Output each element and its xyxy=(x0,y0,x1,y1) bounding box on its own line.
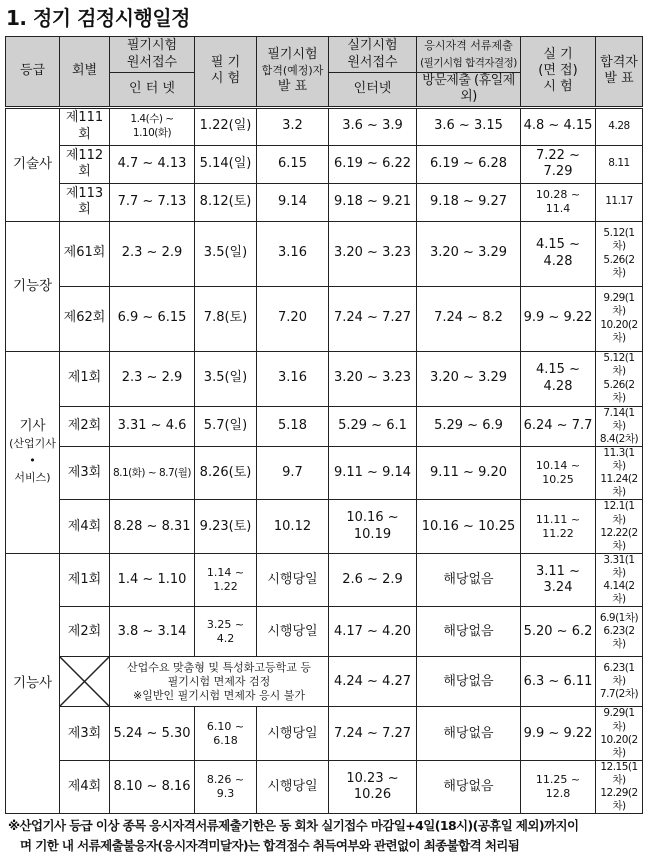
table-row xyxy=(6,446,643,500)
round-cell: 제1회 xyxy=(60,553,110,607)
docs-cell: 해당없음 xyxy=(417,760,521,814)
header-docs: 응시자격 서류제출 (필기시험 합격자결정) xyxy=(417,37,521,73)
table-row xyxy=(6,406,643,446)
exam-schedule-table xyxy=(5,36,643,814)
practical-exam-cell: 9.9 ~ 9.22 xyxy=(521,286,596,351)
table-row xyxy=(6,707,643,761)
final-result-cell: 12.15(1차) 12.29(2차) xyxy=(596,760,643,814)
page-title: 1. 정기 검정시행일정 xyxy=(6,6,190,30)
practical-exam-cell: 6.3 ~ 6.11 xyxy=(521,657,596,707)
written-app-cell: 3.31 ~ 4.6 xyxy=(110,406,195,446)
practical-app-cell: 3.6 ~ 3.9 xyxy=(329,107,417,145)
written-app-cell: 1.4(수) ~ 1.10(화) xyxy=(110,107,195,145)
written-result-cell: 10.12 xyxy=(257,500,329,554)
header-practical-app: 실기시험 원서접수 xyxy=(329,37,417,73)
footnote-line-2: 며 기한 내 서류제출불응자(응시자격미달자)는 합격점수 취득여부와 관련없이 최종불합격 처리됨 xyxy=(20,838,520,853)
written-result-cell: 시행당일 xyxy=(257,760,329,814)
header-written-app-sub: 인 터 넷 xyxy=(110,73,195,108)
written-result-cell: 시행당일 xyxy=(257,607,329,657)
final-result-cell: 4.28 xyxy=(596,107,643,145)
written-exam-cell: 3.25 ~ 4.2 xyxy=(195,607,257,657)
table-body xyxy=(6,107,643,814)
practical-app-cell: 4.17 ~ 4.20 xyxy=(329,607,417,657)
practical-exam-cell: 4.8 ~ 4.15 xyxy=(521,107,596,145)
round-cell: 제111회 xyxy=(60,107,110,145)
round-cell: 제4회 xyxy=(60,760,110,814)
written-exam-cell: 1.22(일) xyxy=(195,107,257,145)
table-row xyxy=(6,107,643,145)
practical-exam-cell: 6.24 ~ 7.7 xyxy=(521,406,596,446)
table-row xyxy=(6,500,643,554)
written-result-cell: 9.14 xyxy=(257,183,329,221)
written-result-cell: 시행당일 xyxy=(257,553,329,607)
table-row xyxy=(6,553,643,607)
docs-cell: 9.18 ~ 9.27 xyxy=(417,183,521,221)
written-exam-cell: 5.14(일) xyxy=(195,145,257,183)
practical-app-cell: 3.20 ~ 3.23 xyxy=(329,351,417,406)
written-exam-cell: 8.26 ~ 9.3 xyxy=(195,760,257,814)
grade-cell: 기능사 xyxy=(6,553,60,814)
practical-app-cell: 3.20 ~ 3.23 xyxy=(329,221,417,286)
round-cell: 제4회 xyxy=(60,500,110,554)
practical-exam-cell: 4.15 ~ 4.28 xyxy=(521,221,596,286)
practical-app-cell: 9.18 ~ 9.21 xyxy=(329,183,417,221)
docs-cell: 5.29 ~ 6.9 xyxy=(417,406,521,446)
practical-exam-cell: 5.20 ~ 6.2 xyxy=(521,607,596,657)
written-result-cell: 6.15 xyxy=(257,145,329,183)
practical-app-cell: 7.24 ~ 7.27 xyxy=(329,707,417,761)
practical-app-cell: 4.24 ~ 4.27 xyxy=(329,657,417,707)
practical-app-cell: 2.6 ~ 2.9 xyxy=(329,553,417,607)
written-app-cell: 7.7 ~ 7.13 xyxy=(110,183,195,221)
docs-cell: 7.24 ~ 8.2 xyxy=(417,286,521,351)
practical-app-cell: 9.11 ~ 9.14 xyxy=(329,446,417,500)
final-result-cell: 12.1(1차) 12.22(2차) xyxy=(596,500,643,554)
final-result-cell: 9.29(1차) 10.20(2차) xyxy=(596,286,643,351)
practical-app-cell: 10.16 ~ 10.19 xyxy=(329,500,417,554)
practical-app-cell: 7.24 ~ 7.27 xyxy=(329,286,417,351)
final-result-cell: 11.3(1차) 11.24(2차) xyxy=(596,446,643,500)
written-exam-cell: 8.26(토) xyxy=(195,446,257,500)
final-result-cell: 8.11 xyxy=(596,145,643,183)
round-cell: 제62회 xyxy=(60,286,110,351)
written-app-cell: 4.7 ~ 4.13 xyxy=(110,145,195,183)
written-app-cell: 8.28 ~ 8.31 xyxy=(110,500,195,554)
written-app-cell: 2.3 ~ 2.9 xyxy=(110,221,195,286)
footnote xyxy=(8,816,644,856)
docs-cell: 10.16 ~ 10.25 xyxy=(417,500,521,554)
written-result-cell: 시행당일 xyxy=(257,707,329,761)
round-cell: 제3회 xyxy=(60,446,110,500)
written-result-cell: 3.2 xyxy=(257,107,329,145)
round-cell: 제2회 xyxy=(60,406,110,446)
table-row xyxy=(6,221,643,286)
practical-exam-cell: 9.9 ~ 9.22 xyxy=(521,707,596,761)
final-result-cell: 5.12(1차) 5.26(2차) xyxy=(596,221,643,286)
round-cell: 제61회 xyxy=(60,221,110,286)
header-written-exam: 필 기 시 험 xyxy=(195,37,257,108)
round-cell: 제112회 xyxy=(60,145,110,183)
round-cell: 제1회 xyxy=(60,351,110,406)
header-practical-app-sub: 인터넷 xyxy=(329,73,417,108)
table-row xyxy=(6,760,643,814)
docs-cell: 3.6 ~ 3.15 xyxy=(417,107,521,145)
written-app-cell: 5.24 ~ 5.30 xyxy=(110,707,195,761)
written-exam-cell: 3.5(일) xyxy=(195,351,257,406)
written-exam-cell: 1.14 ~ 1.22 xyxy=(195,553,257,607)
grade-cell: 기능장 xyxy=(6,221,60,351)
grade-cell: 기술사 xyxy=(6,107,60,221)
practical-exam-cell: 11.11 ~ 11.22 xyxy=(521,500,596,554)
table-header xyxy=(6,37,643,108)
written-exam-cell: 8.12(토) xyxy=(195,183,257,221)
written-app-cell: 1.4 ~ 1.10 xyxy=(110,553,195,607)
special-exemption-note: 산업수요 맞춤형 및 특성화고등학교 등 필기시험 면제자 검정 ※일반인 필기시험 면제자 응시 불가 xyxy=(110,657,329,707)
header-round: 회별 xyxy=(60,37,110,108)
written-result-cell: 7.20 xyxy=(257,286,329,351)
practical-exam-cell: 7.22 ~ 7.29 xyxy=(521,145,596,183)
written-exam-cell: 7.8(토) xyxy=(195,286,257,351)
docs-cell: 해당없음 xyxy=(417,707,521,761)
written-exam-cell: 5.7(일) xyxy=(195,406,257,446)
written-exam-cell: 6.10 ~ 6.18 xyxy=(195,707,257,761)
practical-app-cell: 6.19 ~ 6.22 xyxy=(329,145,417,183)
docs-cell: 9.11 ~ 9.20 xyxy=(417,446,521,500)
practical-exam-cell: 11.25 ~ 12.8 xyxy=(521,760,596,814)
practical-exam-cell: 10.28 ~ 11.4 xyxy=(521,183,596,221)
final-result-cell: 3.31(1차) 4.14(2차) xyxy=(596,553,643,607)
table-row xyxy=(6,145,643,183)
final-result-cell: 6.23(1차) 7.7(2차) xyxy=(596,657,643,707)
written-app-cell: 6.9 ~ 6.15 xyxy=(110,286,195,351)
header-practical-exam: 실 기 (면 접) 시 험 xyxy=(521,37,596,108)
docs-cell: 3.20 ~ 3.29 xyxy=(417,351,521,406)
written-app-cell: 2.3 ~ 2.9 xyxy=(110,351,195,406)
practical-app-cell: 10.23 ~ 10.26 xyxy=(329,760,417,814)
written-app-cell: 8.1(화) ~ 8.7(월) xyxy=(110,446,195,500)
docs-cell: 3.20 ~ 3.29 xyxy=(417,221,521,286)
round-cell: 제2회 xyxy=(60,607,110,657)
final-result-cell: 6.9(1차) 6.23(2차) xyxy=(596,607,643,657)
final-result-cell: 5.12(1차) 5.26(2차) xyxy=(596,351,643,406)
docs-cell: 해당없음 xyxy=(417,657,521,707)
written-result-cell: 3.16 xyxy=(257,221,329,286)
written-result-cell: 5.18 xyxy=(257,406,329,446)
final-result-cell: 11.17 xyxy=(596,183,643,221)
written-app-cell: 8.10 ~ 8.16 xyxy=(110,760,195,814)
header-final-result: 합격자 발 표 xyxy=(596,37,643,108)
header-grade: 등급 xyxy=(6,37,60,108)
written-exam-cell: 3.5(일) xyxy=(195,221,257,286)
docs-cell: 해당없음 xyxy=(417,553,521,607)
final-result-cell: 7.14(1차) 8.4(2차) xyxy=(596,406,643,446)
written-result-cell: 9.7 xyxy=(257,446,329,500)
header-docs-sub: 방문제출 (휴일제외) xyxy=(417,73,521,108)
practical-exam-cell: 10.14 ~ 10.25 xyxy=(521,446,596,500)
written-result-cell: 3.16 xyxy=(257,351,329,406)
round-cell: 제3회 xyxy=(60,707,110,761)
round-cell: 제113회 xyxy=(60,183,110,221)
table-row xyxy=(6,607,643,657)
header-written-result: 필기시험 합격(예정)자 발 표 xyxy=(257,37,329,108)
docs-cell: 해당없음 xyxy=(417,607,521,657)
practical-app-cell: 5.29 ~ 6.1 xyxy=(329,406,417,446)
final-result-cell: 9.29(1차) 10.20(2차) xyxy=(596,707,643,761)
practical-exam-cell: 4.15 ~ 4.28 xyxy=(521,351,596,406)
practical-exam-cell: 3.11 ~ 3.24 xyxy=(521,553,596,607)
header-written-app: 필기시험 원서접수 xyxy=(110,37,195,73)
written-app-cell: 3.8 ~ 3.14 xyxy=(110,607,195,657)
round-cell-empty xyxy=(60,657,110,707)
table-row xyxy=(6,286,643,351)
footnote-line-1: ※산업기사 등급 이상 종목 응시자격서류제출기한은 동 회차 실기접수 마감일+4일(18시)(공휴일 제외)까지이 xyxy=(8,818,579,833)
table-row xyxy=(6,183,643,221)
table-row xyxy=(6,351,643,406)
table-row xyxy=(6,657,643,707)
grade-cell: 기사 (산업기사• 서비스) xyxy=(6,351,60,553)
written-exam-cell: 9.23(토) xyxy=(195,500,257,554)
docs-cell: 6.19 ~ 6.28 xyxy=(417,145,521,183)
